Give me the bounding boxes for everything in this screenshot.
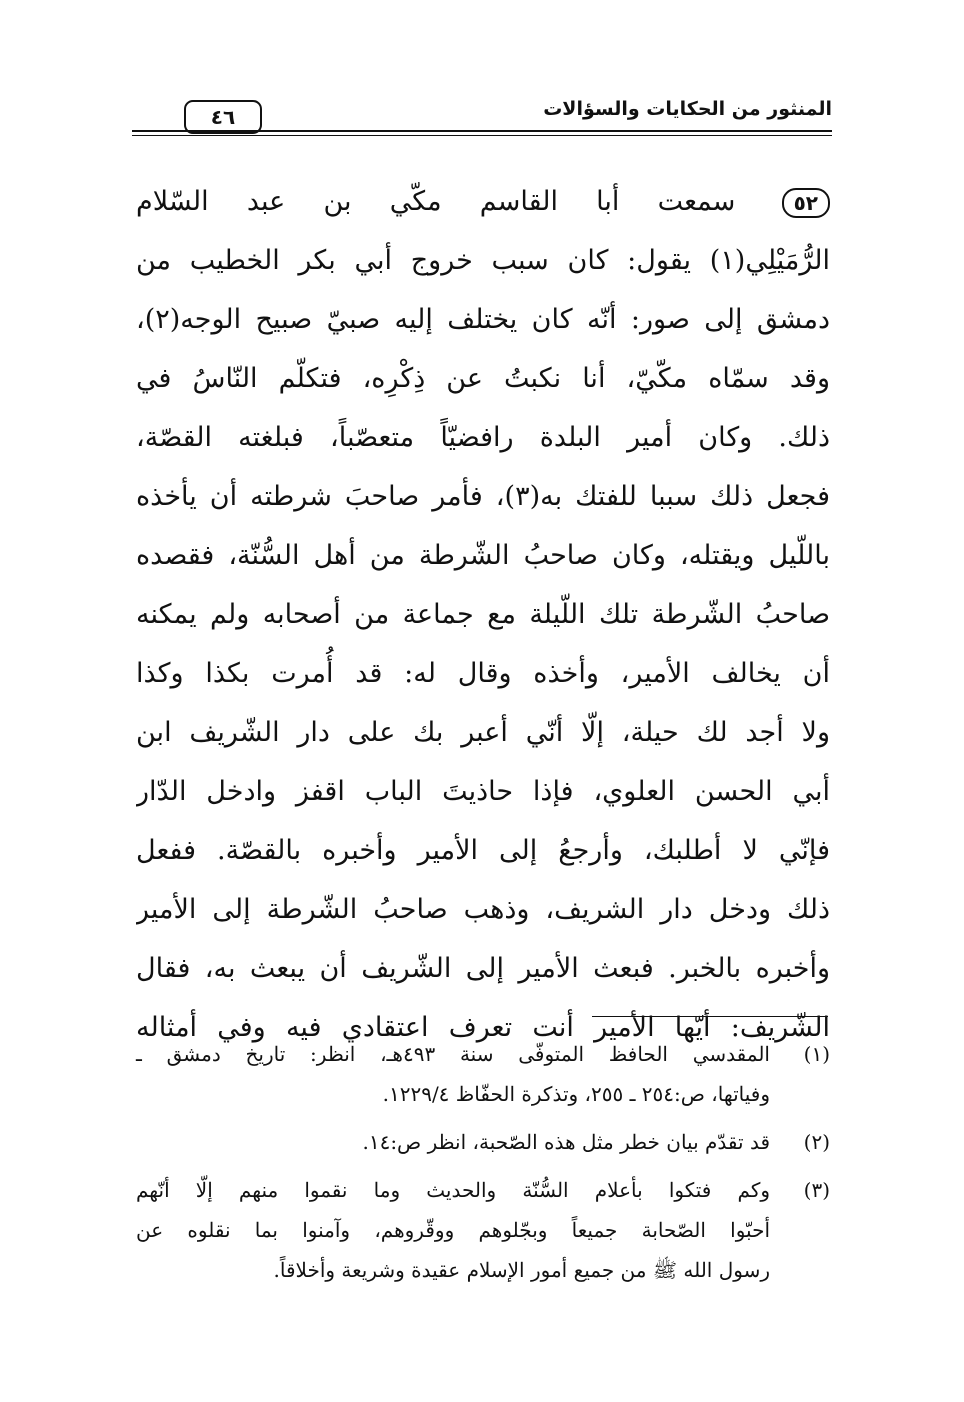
body-line: أن يخالف الأمير، وأخذه وقال له: قد أُمرت بكذا وكذا (136, 658, 830, 689)
body-line: الرُّمَيْلِي(١) يقول: كان سبب خروج أبي بكر الخطيب من (136, 245, 830, 276)
body-line (136, 172, 830, 231)
footnotes (136, 1034, 830, 1298)
footnote-marker: (٣) (803, 1178, 830, 1202)
main-text (136, 172, 830, 1057)
body-line: دمشق إلى صور: أنّه كان يختلف إليه صبيّ صبيح الوجه(٢)، (136, 304, 830, 335)
footnote-3 (136, 1170, 830, 1290)
footnote-line: وكم فتكوا بأعلام السُّنّة والحديث وما نقموا منهم إلّا أنّهم (136, 1178, 770, 1202)
header-rule (132, 130, 832, 132)
footnote-marker: (١) (803, 1042, 830, 1066)
footnote-1 (136, 1034, 830, 1114)
body-line: أبي الحسن العلوي، فإذا حاذيتَ الباب اقفز وادخل الدّار (136, 776, 830, 807)
body-line: صاحبُ الشّرطة تلك اللّيلة مع جماعة من أصحابه ولم يمكنه (136, 599, 830, 630)
body-line: وأخبره بالخبر. فبعث الأمير إلى الشّريف أن يبعث به، فقال (136, 953, 830, 984)
running-title: المنثور من الحكايات والسؤالات (543, 98, 832, 120)
footnote-marker: (٢) (803, 1130, 830, 1154)
body-line: ذلك ودخل دار الشريف، وذهب صاحبُ الشّرطة إلى الأمير (136, 894, 830, 925)
footnote-2 (136, 1122, 830, 1162)
footnote-line: رسول الله ﷺ من جميع أمور الإسلام عقيدة وشريعة وأخلاقاً. (273, 1258, 770, 1282)
footnote-line: قد تقدّم بيان خطر مثل هذه الصّحبة، انظر ص:١٤. (362, 1130, 770, 1154)
footnote-separator (592, 1016, 828, 1017)
footnote-line: المقدسي الحافظ المتوفّى سنة ٤٩٣هـ، انظر: تاريخ دمشق ـ (136, 1042, 770, 1066)
body-line: ذلك. وكان أمير البلدة رافضيّاً متعصّباً، فبلغته القصّة، (136, 422, 830, 453)
body-line: الشّريف: أيّها الأمير أنت تعرف اعتقادي فيه وفي أمثاله (136, 1012, 830, 1043)
body-line: ولا أجد لك حيلة، إلّا أنّي أعبر بك على دار الشّريف ابن (136, 717, 830, 748)
body-line: باللّيل ويقتله، وكان صاحبُ الشّرطة من أهل السُّنّة، فقصده (136, 540, 830, 571)
footnote-line: وفياتها، ص:٢٥٤ ـ ٢٥٥، وتذكرة الحفّاظ ١٢٢٩/٤. (382, 1082, 770, 1106)
body-line: فجعل ذلك سببا للفتك به(٣)، فأمر صاحبَ شرطته أن يأخذه (136, 481, 830, 512)
body-line-text: سمعت أبا القاسم مكّي بن عبد السّلام (136, 186, 736, 217)
page-header (132, 92, 832, 142)
body-line: وقد سمّاه مكّيّ، أنا نكبتُ عن ذِكْرِه، فتكلّم النّاسُ في (136, 363, 830, 394)
page-number: ٤٦ (184, 100, 262, 134)
body-line: فإنّي لا أطلبك، وأرجعُ إلى الأمير وأخبره بالقصّة. ففعل (136, 835, 830, 866)
footnote-line: أحبّوا الصّحابة جميعاً وبجّلوهم ووقّروهم، وآمنوا بما نقلوه عن (136, 1218, 770, 1242)
header-rule-thin (132, 135, 832, 136)
item-number-badge: ٥٢ (782, 188, 830, 218)
